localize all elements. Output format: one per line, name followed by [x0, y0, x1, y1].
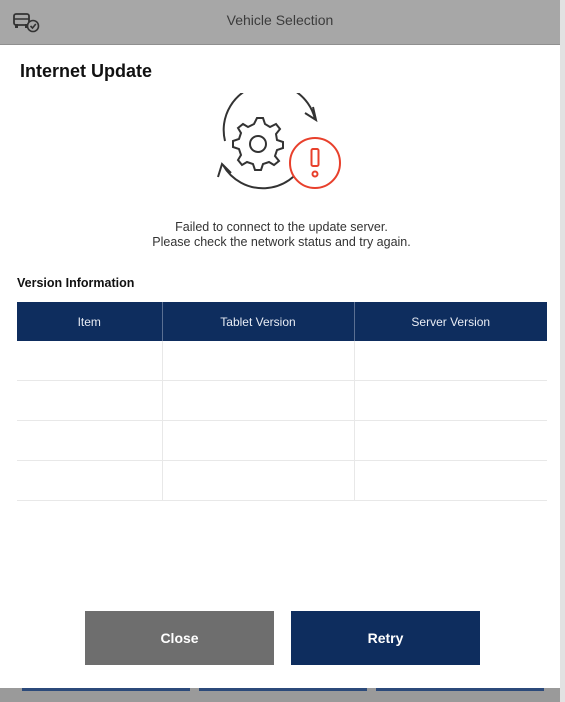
- bottom-tab-indicator: [22, 688, 190, 691]
- table-cell: [17, 381, 162, 421]
- table-row: [17, 341, 547, 381]
- table-cell: [354, 381, 547, 421]
- page-title: Vehicle Selection: [226, 12, 334, 28]
- table-cell: [162, 381, 354, 421]
- table-cell: [162, 461, 354, 501]
- table-cell: [354, 421, 547, 461]
- table-row: [17, 461, 547, 501]
- dialog-title: Internet Update: [20, 61, 153, 81]
- bottom-tab-indicator: [376, 688, 544, 691]
- table-row: [17, 421, 547, 461]
- window-edge: [560, 0, 565, 702]
- column-header-tablet-version: Tablet Version: [162, 302, 354, 341]
- table-cell: [354, 461, 547, 501]
- column-header-server-version: Server Version: [354, 302, 547, 341]
- retry-button[interactable]: Retry: [291, 611, 480, 665]
- error-message-line-1: Failed to connect to the update server.: [175, 220, 388, 234]
- top-bar: [0, 0, 560, 45]
- sync-gear-error-icon: [209, 93, 351, 201]
- table-row: [17, 381, 547, 421]
- table-cell: [17, 421, 162, 461]
- error-message-line-2: Please check the network status and try again.: [152, 235, 411, 249]
- table-cell: [17, 341, 162, 381]
- close-button[interactable]: Close: [85, 611, 274, 665]
- table-header-row: [17, 302, 547, 341]
- bottom-tab-indicator: [199, 688, 367, 691]
- version-info-title: Version Information: [17, 276, 135, 290]
- table-cell: [17, 461, 162, 501]
- table-cell: [162, 341, 354, 381]
- internet-update-dialog: [6, 47, 557, 687]
- column-header-item: Item: [17, 302, 162, 341]
- table-cell: [354, 341, 547, 381]
- version-table: [17, 302, 547, 501]
- table-cell: [162, 421, 354, 461]
